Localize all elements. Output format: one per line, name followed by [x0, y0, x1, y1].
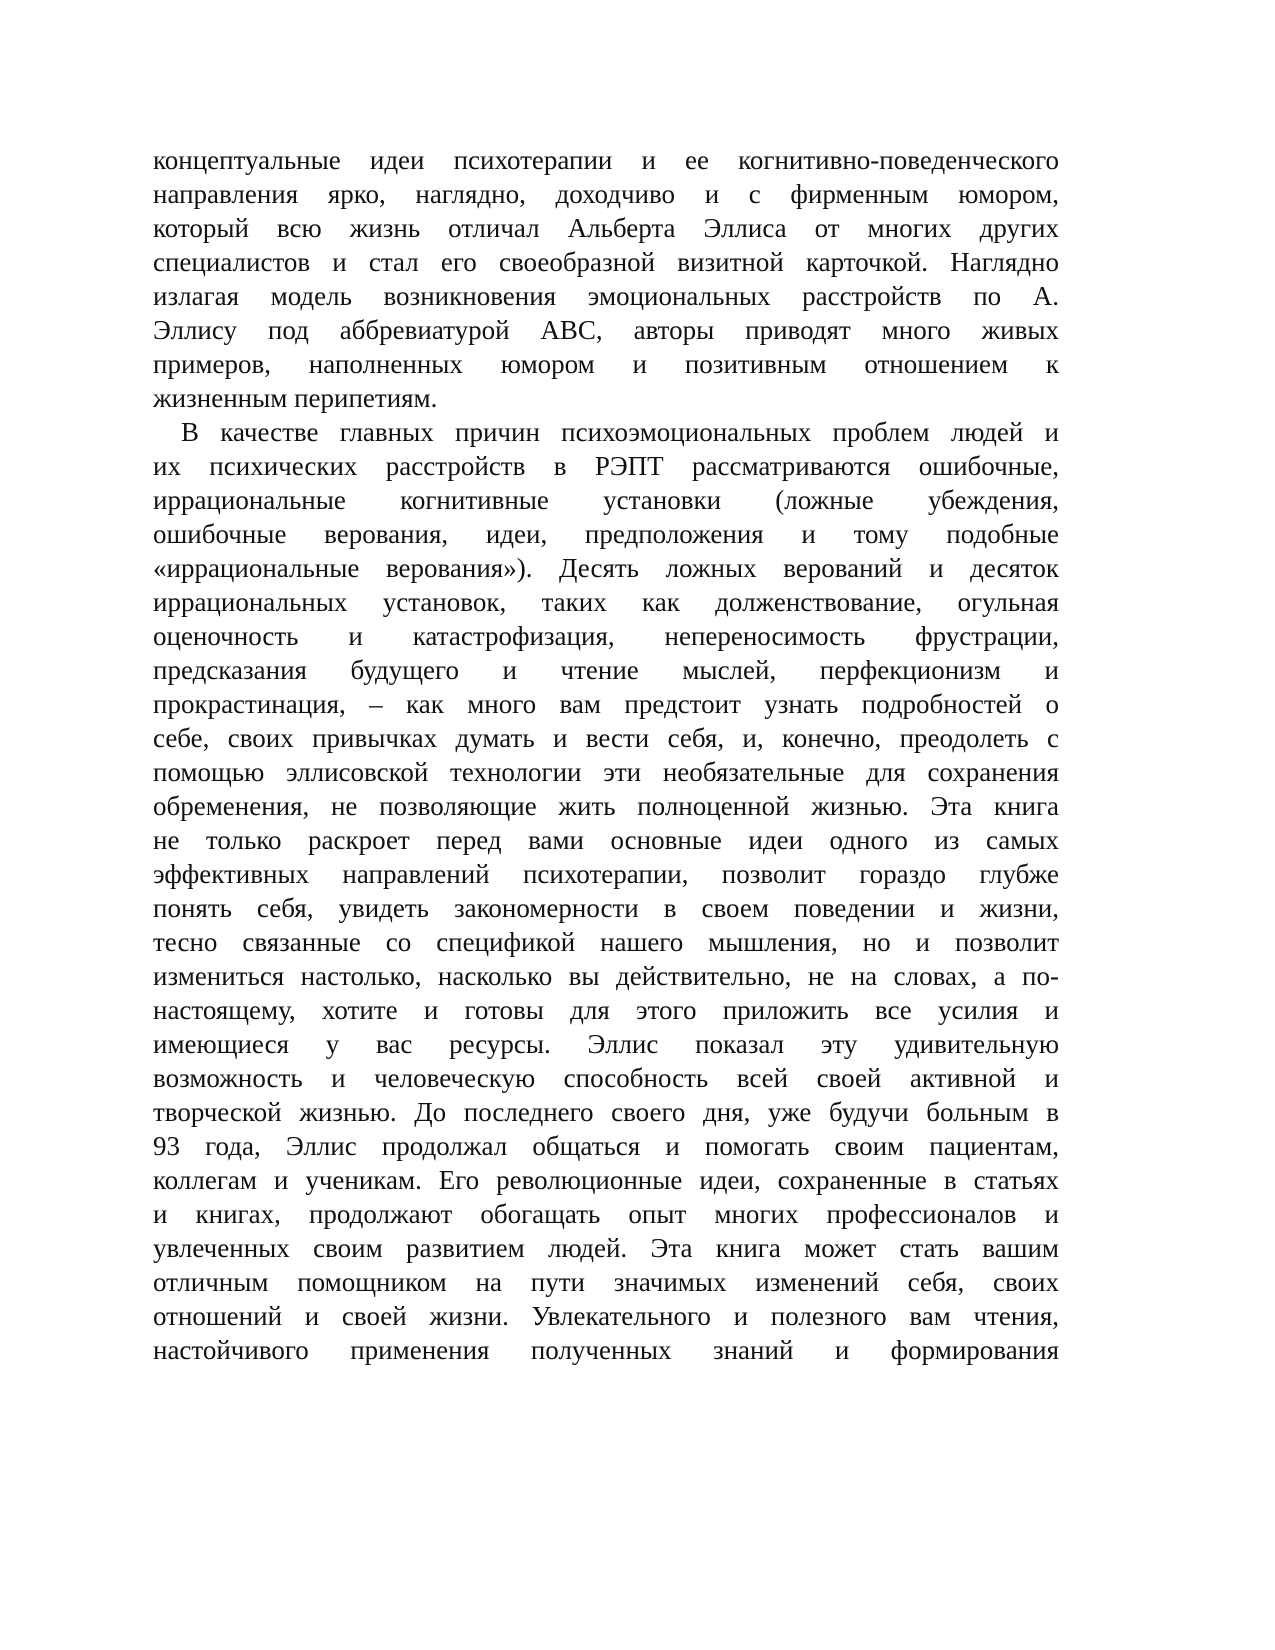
text-line: иррациональных установок, таких как долженствование, огульная	[153, 587, 1059, 617]
text-line: излагая модель возникновения эмоциональных расстройств по А.	[153, 281, 1059, 311]
text-line: предсказания будущего и чтение мыслей, перфекционизм и	[153, 655, 1059, 685]
text-line: концептуальные идеи психотерапии и ее когнитивно-поведенческого	[153, 145, 1059, 175]
text-line: Эллису под аббревиатурой АВС, авторы приводят много живых	[153, 315, 1059, 345]
document-page	[153, 143, 1059, 1469]
text-line: примеров, наполненных юмором и позитивным отношением к	[153, 349, 1059, 379]
text-line: ошибочные верования, идеи, предположения и тому подобные	[153, 519, 1059, 549]
text-line: помощью эллисовской технологии эти необязательные для сохранения	[153, 757, 1059, 787]
text-line: понять себя, увидеть закономерности в своем поведении и жизни,	[153, 893, 1059, 923]
text-line: настоящему, хотите и готовы для этого приложить все усилия и	[153, 995, 1059, 1025]
text-line: имеющиеся у вас ресурсы. Эллис показал эту удивительную	[153, 1029, 1059, 1059]
text-line: оценочность и катастрофизация, непереносимость фрустрации,	[153, 621, 1059, 651]
text-line: прокрастинация, – как много вам предстоит узнать подробностей о	[153, 689, 1059, 719]
text-line: направления ярко, наглядно, доходчиво и с фирменным юмором,	[153, 179, 1059, 209]
text-line: тесно связанные со спецификой нашего мышления, но и позволит	[153, 927, 1059, 957]
text-line: и книгах, продолжают обогащать опыт многих профессионалов и	[153, 1199, 1059, 1229]
text-line: специалистов и стал его своеобразной визитной карточкой. Наглядно	[153, 247, 1059, 277]
text-line	[153, 1435, 1059, 1469]
text-line: отличным помощником на пути значимых изменений себя, своих	[153, 1267, 1059, 1297]
text-line: отношений и своей жизни. Увлекательного и полезного вам чтения,	[153, 1301, 1059, 1331]
text-line: обременения, не позволяющие жить полноценной жизнью. Эта книга	[153, 791, 1059, 821]
text-line: увлеченных своим развитием людей. Эта книга может стать вашим	[153, 1233, 1059, 1263]
paragraph-2	[153, 415, 1059, 1469]
text-line: их психических расстройств в РЭПТ рассматриваются ошибочные,	[153, 451, 1059, 481]
text-line: 93 года, Эллис продолжал общаться и помогать своим пациентам,	[153, 1131, 1059, 1161]
text-line: не только раскроет перед вами основные идеи одного из самых	[153, 825, 1059, 855]
paragraph-1	[153, 143, 1059, 415]
text-line	[153, 1367, 1059, 1401]
text-line: настойчивого применения полученных знаний и формирования	[153, 1335, 1059, 1365]
text-line: эффективных направлений психотерапии, позволит гораздо глубже	[153, 859, 1059, 889]
text-line: В качестве главных причин психоэмоциональных проблем людей и	[181, 417, 1059, 447]
text-line: творческой жизнью. До последнего своего дня, уже будучи больным в	[153, 1097, 1059, 1127]
text-line: «иррациональные верования»). Десять ложных верований и десяток	[153, 553, 1059, 583]
text-line: возможность и человеческую способность всей своей активной и	[153, 1063, 1059, 1093]
text-line: который всю жизнь отличал Альберта Эллиса от многих других	[153, 213, 1059, 243]
text-line: иррациональные когнитивные установки (ложные убеждения,	[153, 485, 1059, 515]
text-line: жизненным перипетиям.	[153, 383, 438, 413]
text-line: себе, своих привычках думать и вести себя, и, конечно, преодолеть с	[153, 723, 1059, 753]
text-line: измениться настолько, насколько вы действительно, не на словах, а по-	[153, 961, 1059, 991]
text-line: коллегам и ученикам. Его революционные идеи, сохраненные в статьях	[153, 1165, 1059, 1195]
text-line	[153, 1401, 1059, 1435]
